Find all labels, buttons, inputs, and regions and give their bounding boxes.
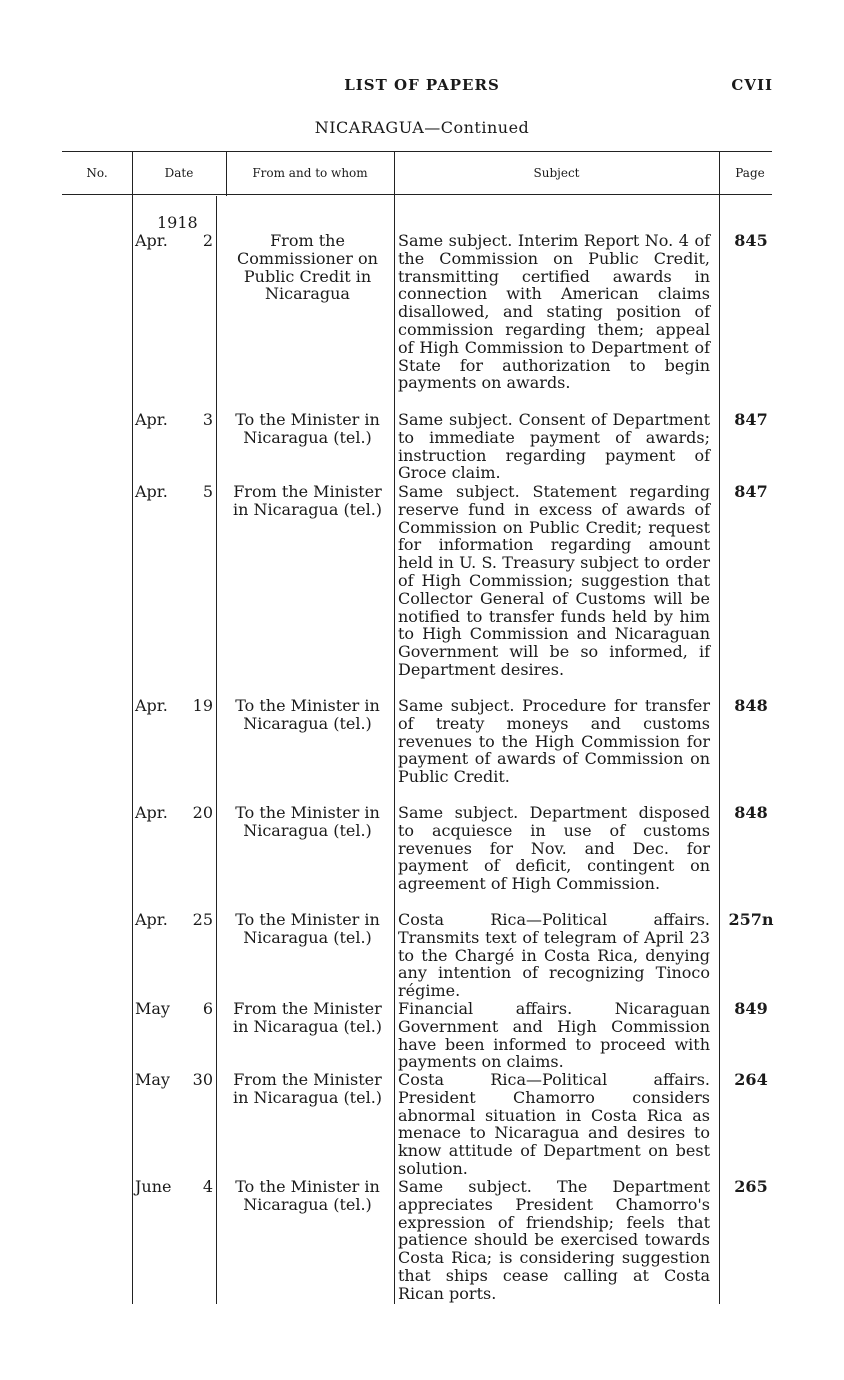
table-row-date — [135, 697, 213, 715]
column-header-from: From and to whom — [252, 166, 368, 180]
table-row-subject: Financial affairs. Nicaraguan Government and High Commission have been informed to proceed with payments on claims. — [398, 999, 710, 1072]
date-month: May — [135, 999, 170, 1018]
table-row-from: To the Minister in Nicaragua (tel.) — [235, 803, 380, 840]
table-row-subject: Same subject. Statement regarding reserve fund in excess of awards of Commission on Public Credit; request for information regarding amount held in U. S. Treasury subject to order of High Commission; suggestion that Collector General of Customs will be notified to transfer funds held by him to High Commission and Nicaraguan Government will be so informed, if Department desires. — [398, 482, 710, 679]
table-row-from: From the Minister in Nicaragua (tel.) — [232, 482, 383, 519]
table-row-date — [135, 1000, 213, 1018]
date-month: Apr. — [135, 803, 168, 822]
table-row-from: To the Minister in Nicaragua (tel.) — [235, 410, 380, 447]
table-row-page: 265 — [734, 1177, 768, 1196]
column-header-page: Page — [735, 166, 765, 180]
table-row-from: To the Minister in Nicaragua (tel.) — [235, 1177, 380, 1214]
table-row-subject: Same subject. The Department appreciates President Chamorro's expression of friendship; feels that patience should be exercised towards Costa Rica; is considering suggestion that ships cease calling at Costa Rican ports. — [398, 1177, 710, 1303]
section-title: NICARAGUA—Continued — [314, 118, 530, 137]
table-top-rule — [62, 151, 772, 152]
column-divider — [132, 196, 133, 1304]
table-row-page: 848 — [734, 803, 768, 822]
table-row-from: To the Minister in Nicaragua (tel.) — [235, 910, 380, 947]
column-divider — [216, 196, 217, 1304]
date-month: Apr. — [135, 482, 168, 501]
table-row-subject: Costa Rica—Political affairs. President Chamorro considers abnormal situation in Costa Rica as menace to Nicaragua and desires to know attitude of Department on best solution. — [398, 1070, 710, 1178]
date-day: 5 — [202, 482, 213, 501]
table-row-page: 847 — [734, 410, 768, 429]
table-row-date — [135, 411, 213, 429]
date-month: Apr. — [135, 231, 168, 250]
column-header-no: No. — [86, 166, 108, 180]
table-row-date — [135, 911, 213, 929]
table-row-page: 848 — [734, 696, 768, 715]
table-row-from: To the Minister in Nicaragua (tel.) — [235, 696, 380, 733]
table-header-rule — [62, 194, 772, 195]
date-month: May — [135, 1070, 170, 1089]
date-day: 25 — [192, 910, 213, 929]
column-divider — [394, 196, 395, 1304]
date-day: 2 — [202, 231, 213, 250]
table-row-page: 257n — [728, 910, 774, 929]
table-row-date — [135, 1071, 213, 1089]
date-day: 4 — [202, 1177, 213, 1196]
table-row-date — [135, 232, 213, 250]
table-row-date — [135, 483, 213, 501]
date-month: Apr. — [135, 410, 168, 429]
column-header-date: Date — [164, 166, 194, 180]
date-day: 3 — [202, 410, 213, 429]
column-divider — [719, 196, 720, 1304]
table-row-page: 264 — [734, 1070, 768, 1089]
table-row-subject: Same subject. Consent of Department to immediate payment of awards; instruction regarding payment of Groce claim. — [398, 410, 710, 483]
date-day: 30 — [192, 1070, 213, 1089]
running-title: LIST OF PAPERS — [344, 76, 500, 94]
table-row-subject: Same subject. Procedure for transfer of treaty moneys and customs revenues to the High Commission for payment of awards of Commission on Public Credit. — [398, 696, 710, 787]
table-row-page: 847 — [734, 482, 768, 501]
date-day: 20 — [192, 803, 213, 822]
column-header-subject: Subject — [533, 166, 580, 180]
table-row-date — [135, 804, 213, 822]
table-row-subject: Same subject. Interim Report No. 4 of the Commission on Public Credit, transmitting certified awards in connection with American claims disallowed, and stating position of commission regarding them; appeal of High Commission to Department of State for authorization to begin payments on awards. — [398, 231, 710, 393]
year-label: 1918 — [157, 213, 198, 232]
table-row-from: From the Minister in Nicaragua (tel.) — [232, 999, 383, 1036]
table-row-page: 845 — [734, 231, 768, 250]
date-month: June — [135, 1177, 172, 1196]
date-month: Apr. — [135, 910, 168, 929]
page-number: CVII — [731, 76, 773, 94]
table-row-date — [135, 1178, 213, 1196]
table-row-subject: Same subject. Department disposed to acquiesce in use of customs revenues for Nov. and Dec. for payment of deficit, contingent on agreement of High Commission. — [398, 803, 710, 894]
table-row-from: From the Commissioner on Public Credit in Nicaragua — [237, 231, 378, 304]
table-row-subject: Costa Rica—Political affairs. Transmits text of telegram of April 23 to the Chargé in Costa Rica, denying any intention of recognizing Tinoco régime. — [398, 910, 710, 1001]
table-row-from: From the Minister in Nicaragua (tel.) — [232, 1070, 383, 1107]
page-header — [0, 76, 844, 96]
date-day: 19 — [192, 696, 213, 715]
table-row-page: 849 — [734, 999, 768, 1018]
date-month: Apr. — [135, 696, 168, 715]
date-day: 6 — [202, 999, 213, 1018]
